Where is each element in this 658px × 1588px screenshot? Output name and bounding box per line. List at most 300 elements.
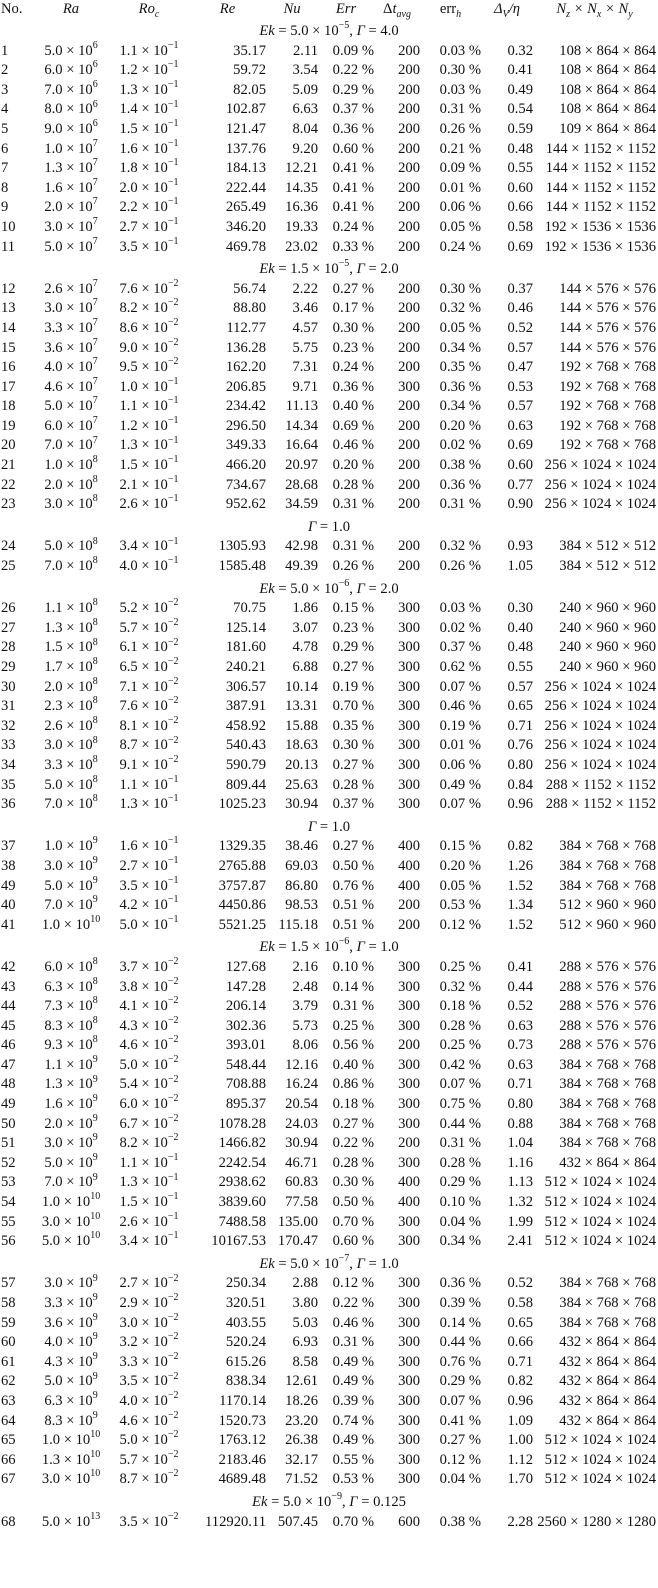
cell-err-h: 0.44 % [439,1115,481,1132]
cell-resolution: 108 × 864 × 864 [559,81,656,98]
cell-err: 0.33 % [332,238,374,255]
cell-ra: $1.0 \times 10^8$ [44,454,98,474]
cell-err: 0.40 % [332,398,374,415]
cell-nu: 8.06 [292,1037,318,1054]
cell-ra: $5.0 \times 10^{10}$ [41,1230,101,1250]
cell-re: 1763.12 [218,1432,266,1449]
table-row [0,1193,658,1213]
cell-ro-c: $1.5 \times 10^{-1}$ [119,454,179,474]
cell-no: 24 [1,538,16,555]
cell-err: 0.27 % [332,1115,374,1132]
cell-err-h: 0.30 % [439,62,481,79]
cell-dt-avg: 200 [398,160,420,177]
cell-ro-c: $8.2 \times 10^{-2}$ [119,1132,179,1152]
table-row [0,857,658,877]
cell-resolution: 256 × 1024 × 1024 [544,756,656,773]
cell-re: 403.55 [225,1314,266,1331]
table-row [0,397,658,417]
cell-re: 2765.88 [218,857,266,874]
cell-err: 0.60 % [332,140,374,157]
cell-no: 51 [1,1135,16,1152]
cell-err-h: 0.01 % [439,737,481,754]
cell-err: 0.14 % [332,978,374,995]
cell-err-h: 0.26 % [439,120,481,137]
header-ro-c: $Ro_c$ [138,1,160,20]
cell-delta-v-eta: 1.16 [507,1154,533,1171]
cell-no: 47 [1,1056,16,1073]
table-row [0,299,658,319]
cell-re: 7488.58 [218,1213,266,1230]
cell-err: 0.22 % [332,1135,374,1152]
cell-no: 32 [1,717,16,734]
section-title: $Ek = 5.0 \times 10^{-9}$, Γ = 0.125 [252,1491,406,1510]
cell-nu: 2.16 [292,958,318,975]
cell-err: 0.60 % [332,1233,374,1250]
cell-delta-v-eta: 0.71 [507,717,533,734]
cell-delta-v-eta: 0.66 [507,1334,533,1351]
cell-no: 60 [1,1334,16,1351]
header-dt-avg: $\Delta t_{avg}$ [383,1,411,20]
cell-nu: 1.86 [292,600,318,617]
cell-dt-avg: 400 [398,877,420,894]
cell-err-h: 0.09 % [439,160,481,177]
table-row [0,1017,658,1037]
cell-delta-v-eta: 0.40 [507,619,533,636]
cell-err-h: 0.03 % [439,600,481,617]
cell-re: 4450.86 [218,897,266,914]
cell-err-h: 0.44 % [439,1334,481,1351]
cell-resolution: 384 × 768 × 768 [559,857,656,874]
cell-dt-avg: 400 [398,857,420,874]
header-no: No. [1,1,23,17]
cell-nu: 42.98 [285,538,318,555]
table-row [0,756,658,776]
section-header [0,518,658,538]
cell-err-h: 0.41 % [439,1412,481,1429]
cell-delta-v-eta: 0.59 [507,120,533,137]
cell-dt-avg: 300 [398,1314,420,1331]
cell-resolution: 108 × 864 × 864 [559,101,656,118]
cell-nu: 34.59 [285,496,318,513]
header-re: Re [219,1,236,17]
cell-ro-c: $1.3 \times 10^{-1}$ [119,1171,179,1191]
cell-err-h: 0.28 % [439,1017,481,1034]
cell-err: 0.31 % [332,1334,374,1351]
cell-re: 838.34 [225,1373,266,1390]
cell-ra: $7.0 \times 10^9$ [44,894,98,914]
cell-ra: $3.6 \times 10^9$ [44,1311,98,1331]
cell-nu: 69.03 [285,857,318,874]
cell-delta-v-eta: 1.26 [507,857,533,874]
cell-resolution: 432 × 864 × 864 [559,1392,656,1409]
cell-delta-v-eta: 1.12 [507,1451,533,1468]
cell-ra: $2.6 \times 10^7$ [44,277,98,297]
cell-dt-avg: 200 [398,101,420,118]
cell-ra: $1.0 \times 10^{10}$ [41,1191,101,1211]
cell-no: 11 [1,238,16,255]
cell-resolution: 432 × 864 × 864 [559,1154,656,1171]
cell-err: 0.46 % [332,1314,374,1331]
cell-no: 41 [1,916,16,933]
cell-nu: 71.52 [285,1471,318,1488]
cell-ro-c: $7.6 \times 10^{-2}$ [119,695,179,715]
section-header [0,580,658,600]
cell-ro-c: $4.3 \times 10^{-2}$ [119,1014,179,1034]
cell-re: 112920.11 [205,1513,266,1530]
cell-delta-v-eta: 0.46 [507,300,533,317]
cell-nu: 32.17 [285,1451,318,1468]
cell-no: 14 [1,319,16,336]
cell-err-h: 0.75 % [439,1096,481,1113]
cell-err: 0.30 % [332,319,374,336]
cell-re: 895.37 [225,1096,266,1113]
cell-err: 0.29 % [332,639,374,656]
cell-delta-v-eta: 1.99 [507,1213,533,1230]
cell-delta-v-eta: 1.00 [507,1432,533,1449]
cell-dt-avg: 200 [398,437,420,454]
table-row [0,1115,658,1135]
cell-err: 0.56 % [332,1037,374,1054]
cell-resolution: 192 × 768 × 768 [559,437,656,454]
table-row [0,599,658,619]
cell-err: 0.31 % [332,496,374,513]
cell-err-h: 0.03 % [439,42,481,59]
cell-re: 320.51 [225,1295,266,1311]
cell-resolution: 108 × 864 × 864 [559,42,656,59]
cell-err-h: 0.62 % [439,659,481,675]
cell-err-h: 0.04 % [439,1213,481,1230]
cell-no: 6 [1,140,9,157]
cell-dt-avg: 300 [398,717,420,734]
cell-ro-c: $1.3 \times 10^{-1}$ [119,793,179,813]
cell-dt-avg: 300 [398,1471,420,1488]
cell-re: 1025.23 [218,796,266,813]
cell-err-h: 0.38 % [439,1513,481,1530]
cell-ro-c: $1.1 \times 10^{-1}$ [119,39,179,59]
cell-dt-avg: 300 [398,639,420,656]
cell-ro-c: $5.4 \times 10^{-2}$ [119,1073,179,1093]
cell-ra: $2.0 \times 10^7$ [44,196,98,216]
cell-ro-c: $1.1 \times 10^{-1}$ [119,395,179,415]
cell-err: 0.35 % [332,717,374,734]
header-err: Err [335,1,357,17]
cell-delta-v-eta: 0.71 [507,1353,533,1370]
cell-err-h: 0.35 % [439,359,481,376]
cell-re: 1305.93 [218,538,266,555]
cell-ra: $9.0 \times 10^6$ [44,118,98,137]
cell-resolution: 240 × 960 × 960 [559,639,656,656]
table-row [0,100,658,120]
cell-ra: $3.3 \times 10^9$ [44,1292,98,1311]
cell-delta-v-eta: 2.28 [507,1513,533,1530]
cell-nu: 98.53 [285,897,318,914]
cell-delta-v-eta: 0.41 [507,958,533,975]
table-row [0,358,658,378]
cell-no: 34 [1,756,16,773]
cell-dt-avg: 600 [398,1513,420,1530]
cell-delta-v-eta: 1.09 [507,1412,533,1429]
cell-err: 0.17 % [332,300,374,317]
cell-ra: $1.6 \times 10^9$ [44,1093,98,1113]
cell-nu: 7.31 [292,359,318,376]
cell-resolution: 512 × 960 × 960 [559,897,656,914]
cell-re: 121.47 [225,120,266,137]
table-row [0,1294,658,1314]
header-err-h: err$_h$ [439,1,462,20]
cell-ra: $1.0 \times 10^{10}$ [41,1429,101,1449]
cell-err-h: 0.38 % [439,457,481,474]
cell-delta-v-eta: 0.57 [507,678,533,695]
section-header [0,260,658,280]
cell-ra: $7.0 \times 10^9$ [44,1171,98,1191]
cell-err-h: 0.26 % [439,558,481,575]
cell-ra: $5.0 \times 10^8$ [44,535,98,555]
cell-no: 20 [1,437,16,454]
cell-ro-c: $1.8 \times 10^{-1}$ [119,157,179,177]
cell-resolution: 384 × 768 × 768 [559,1314,656,1331]
cell-re: 548.44 [225,1056,266,1073]
cell-ra: $8.0 \times 10^6$ [44,98,98,118]
cell-ra: $1.1 \times 10^9$ [44,1054,98,1073]
section-title: Γ = 1.0 [307,818,351,835]
cell-delta-v-eta: 0.82 [507,838,533,855]
cell-re: 136.28 [225,339,266,356]
cell-delta-v-eta: 0.93 [507,538,533,555]
table-row [0,159,658,179]
cell-delta-v-eta: 0.48 [507,140,533,157]
cell-nu: 60.83 [285,1174,318,1191]
cell-ro-c: $1.4 \times 10^{-1}$ [119,98,179,118]
cell-err-h: 0.30 % [439,280,481,297]
cell-nu: 28.68 [285,476,318,493]
cell-nu: 3.79 [292,998,318,1015]
cell-re: 466.20 [225,457,266,474]
cell-nu: 24.03 [285,1115,318,1132]
cell-re: 615.26 [225,1353,266,1370]
cell-no: 38 [1,857,16,874]
section-header [0,938,658,958]
cell-no: 16 [1,359,16,376]
table-row [0,1056,658,1076]
cell-resolution: 288 × 576 × 576 [559,978,656,995]
header-ra: Ra [62,1,80,17]
cell-resolution: 256 × 1024 × 1024 [544,476,656,493]
table-row [0,958,658,978]
cell-err-h: 0.10 % [439,1194,481,1211]
cell-no: 1 [1,42,9,59]
cell-err: 0.40 % [332,1056,374,1073]
cell-delta-v-eta: 0.88 [507,1115,533,1132]
cell-nu: 16.64 [285,437,318,454]
cell-delta-v-eta: 0.54 [507,101,533,118]
cell-resolution: 108 × 864 × 864 [559,62,656,79]
cell-resolution: 109 × 864 × 864 [559,120,656,137]
table-row [0,1372,658,1392]
header-nu: Nu [283,1,301,17]
table-row [0,1513,658,1533]
table-row [0,198,658,218]
cell-err: 0.49 % [332,1432,374,1449]
cell-no: 65 [1,1432,16,1449]
cell-ro-c: $8.7 \times 10^{-2}$ [119,734,179,754]
cell-re: 88.80 [233,300,266,317]
cell-nu: 2.11 [293,42,318,59]
cell-re: 234.42 [225,398,266,415]
cell-ro-c: $8.6 \times 10^{-2}$ [119,317,179,336]
cell-err-h: 0.14 % [439,1314,481,1331]
cell-delta-v-eta: 0.71 [507,1076,533,1093]
cell-re: 162.20 [225,359,266,376]
cell-re: 952.62 [225,496,266,513]
cell-no: 21 [1,457,16,474]
cell-err-h: 0.46 % [439,698,481,715]
cell-ro-c: $3.0 \times 10^{-2}$ [119,1311,179,1331]
cell-ro-c: $1.6 \times 10^{-1}$ [119,137,179,157]
cell-err: 0.70 % [332,1513,374,1530]
cell-re: 240.21 [225,659,266,675]
cell-ra: $1.0 \times 10^{10}$ [41,913,101,933]
cell-err: 0.31 % [332,998,374,1015]
cell-delta-v-eta: 0.66 [507,199,533,216]
cell-resolution: 512 × 1024 × 1024 [544,1194,656,1211]
cell-err-h: 0.36 % [439,476,481,493]
cell-re: 734.67 [225,476,266,493]
cell-nu: 20.13 [285,756,318,773]
cell-re: 708.88 [225,1076,266,1093]
cell-err-h: 0.36 % [439,378,481,395]
cell-no: 56 [1,1233,16,1250]
cell-err-h: 0.24 % [439,238,481,255]
cell-no: 18 [1,398,16,415]
cell-nu: 23.02 [285,238,318,255]
cell-err-h: 0.02 % [439,437,481,454]
cell-dt-avg: 200 [398,417,420,434]
cell-ra: $6.0 \times 10^7$ [44,415,98,434]
cell-no: 26 [1,600,16,617]
cell-re: 265.49 [225,199,266,216]
cell-nu: 30.94 [285,796,318,813]
cell-err-h: 0.31 % [439,1135,481,1152]
cell-no: 15 [1,339,16,356]
cell-err: 0.27 % [332,280,374,297]
table-row [0,877,658,897]
cell-err: 0.86 % [332,1076,374,1093]
cell-resolution: 384 × 768 × 768 [559,838,656,855]
cell-dt-avg: 200 [398,179,420,196]
cell-no: 31 [1,698,16,715]
cell-ra: $2.6 \times 10^8$ [44,714,98,734]
table-row [0,638,658,658]
cell-no: 58 [1,1295,16,1311]
cell-resolution: 384 × 768 × 768 [559,877,656,894]
cell-err: 0.22 % [332,62,374,79]
cell-ra: $5.0 \times 10^7$ [44,235,98,255]
cell-err: 0.39 % [332,1392,374,1409]
cell-dt-avg: 300 [398,1392,420,1409]
cell-dt-avg: 300 [398,678,420,695]
cell-ra: $2.0 \times 10^8$ [44,675,98,695]
cell-dt-avg: 300 [398,958,420,975]
cell-re: 102.87 [225,101,266,118]
cell-ro-c: $3.5 \times 10^{-1}$ [119,235,179,255]
table-row [0,280,658,300]
cell-ra: $1.0 \times 10^7$ [44,137,98,157]
cell-dt-avg: 300 [398,698,420,715]
cell-err: 0.15 % [332,600,374,617]
cell-ro-c: $6.5 \times 10^{-2}$ [119,656,179,675]
cell-ro-c: $5.7 \times 10^{-2}$ [119,1448,179,1468]
cell-delta-v-eta: 0.63 [507,1017,533,1034]
cell-err: 0.41 % [332,199,374,216]
cell-err: 0.09 % [332,42,374,59]
table-row [0,218,658,238]
cell-dt-avg: 300 [398,378,420,395]
cell-resolution: 256 × 1024 × 1024 [544,717,656,734]
cell-dt-avg: 200 [398,42,420,59]
cell-ra: $8.3 \times 10^8$ [44,1014,98,1034]
cell-re: 127.68 [225,958,266,975]
cell-no: 30 [1,678,16,695]
cell-err-h: 0.39 % [439,1295,481,1311]
cell-no: 36 [1,796,16,813]
cell-dt-avg: 300 [398,737,420,754]
cell-no: 61 [1,1353,16,1370]
cell-nu: 14.34 [285,417,318,434]
cell-dt-avg: 200 [398,300,420,317]
cell-err: 0.30 % [332,737,374,754]
cell-ra: $5.0 \times 10^8$ [44,773,98,793]
cell-no: 29 [1,659,16,675]
cell-nu: 4.78 [292,639,318,656]
cell-delta-v-eta: 0.55 [507,659,533,675]
cell-re: 112.77 [226,319,266,336]
cell-ra: $5.0 \times 10^{13}$ [41,1510,101,1530]
cell-dt-avg: 300 [398,1432,420,1449]
cell-delta-v-eta: 1.13 [507,1174,533,1191]
cell-ra: $6.0 \times 10^8$ [44,956,98,975]
cell-re: 222.44 [225,179,266,196]
cell-ro-c: $7.6 \times 10^{-2}$ [119,277,179,297]
cell-ro-c: $2.7 \times 10^{-1}$ [119,855,179,874]
cell-dt-avg: 200 [398,496,420,513]
cell-resolution: 256 × 1024 × 1024 [544,678,656,695]
cell-ro-c: $3.5 \times 10^{-2}$ [119,1370,179,1390]
cell-resolution: 432 × 864 × 864 [559,1373,656,1390]
cell-delta-v-eta: 0.37 [507,280,533,297]
cell-err: 0.12 % [332,1275,374,1292]
cell-nu: 3.54 [292,62,318,79]
cell-dt-avg: 300 [398,1295,420,1311]
cell-resolution: 144 × 1152 × 1152 [545,140,656,157]
cell-ro-c: $4.1 \times 10^{-2}$ [119,995,179,1015]
cell-resolution: 144 × 576 × 576 [559,319,656,336]
table-row [0,1333,658,1353]
cell-no: 62 [1,1373,16,1390]
cell-ra: $2.3 \times 10^8$ [44,695,98,715]
cell-nu: 6.63 [292,101,318,118]
cell-dt-avg: 300 [398,1334,420,1351]
section-header [0,1255,658,1275]
section-title: $Ek = 5.0 \times 10^{-7}$, Γ = 1.0 [259,1252,399,1272]
cell-dt-avg: 300 [398,1056,420,1073]
cell-err-h: 0.19 % [439,717,481,734]
cell-err-h: 0.32 % [439,538,481,555]
cell-no: 53 [1,1174,16,1191]
cell-err-h: 0.04 % [439,1471,481,1488]
cell-dt-avg: 300 [398,619,420,636]
cell-dt-avg: 200 [398,538,420,555]
table-row [0,697,658,717]
